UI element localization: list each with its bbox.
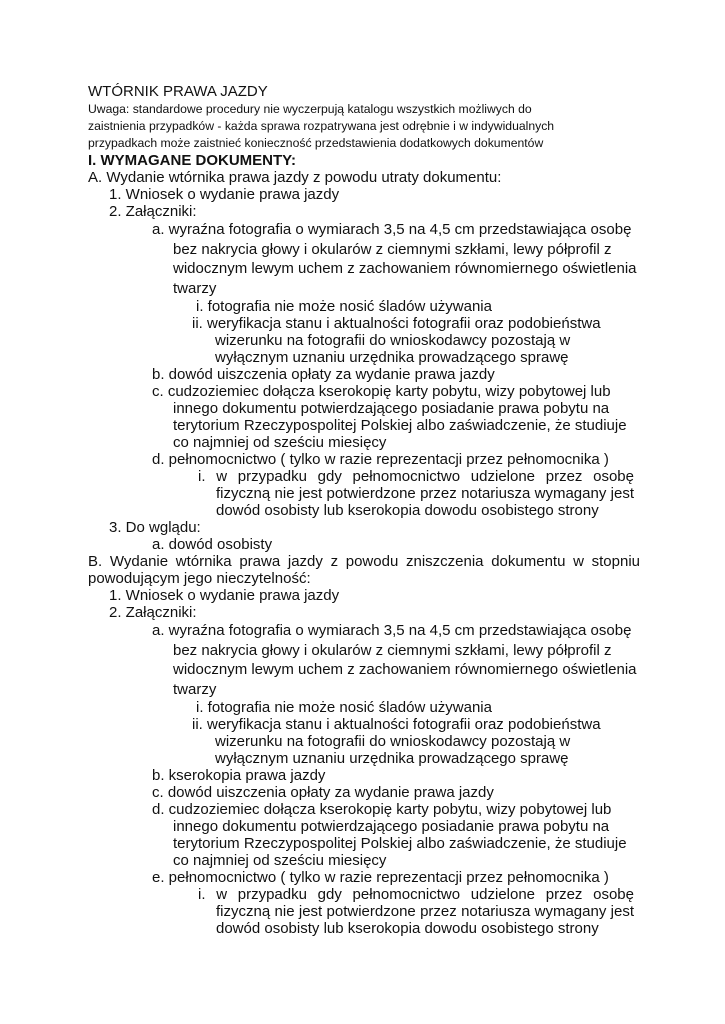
a-fee-item: b. dowód uiszczenia opłaty za wydanie prawa jazdy: [152, 366, 495, 383]
b-copy-item: b. kserokopia prawa jazdy: [152, 767, 326, 784]
section-a-heading: A. Wydanie wtórnika prawa jazdy z powodu utraty dokumentu:: [88, 169, 502, 186]
b-photo-sub-ii-1: ii. weryfikacja stanu i aktualności fotografii oraz podobieństwa: [192, 716, 601, 733]
b-photo-sub-ii-3: wyłącznym uznaniu urzędnika prowadzącego sprawę: [215, 750, 569, 767]
b-foreigner-line-4: co najmniej od sześciu miesięcy: [173, 852, 387, 869]
b-photo-line-3: widocznym lewym uchem z zachowaniem równomiernego oświetlenia: [173, 661, 637, 678]
b-photo-line-2: bez nakrycia głowy i okularów z ciemnymi szkłami, lewy półprofil z: [173, 641, 612, 659]
a-photo-line-1: a. wyraźna fotografia o wymiarach 3,5 na 4,5 cm przedstawiająca osobę: [152, 221, 632, 238]
note-line-3: przypadkach może zaistnieć konieczność przedstawienia dodatkowych dokumentów: [88, 136, 544, 150]
b-foreigner-line-2: innego dokumentu potwierdzającego posiadanie prawa pobytu na: [173, 818, 610, 835]
document-page: [88, 83, 640, 937]
b-item-1: 1. Wniosek o wydanie prawa jazdy: [109, 587, 340, 604]
b-photo-line-4: twarzy: [173, 680, 217, 698]
b-foreigner-line-1: d. cudzoziemiec dołącza kserokopię karty pobytu, wizy pobytowej lub: [152, 801, 612, 818]
a-foreigner-line-1: c. cudzoziemiec dołącza kserokopię karty pobytu, wizy pobytowej lub: [152, 383, 611, 400]
b-photo-line-1: a. wyraźna fotografia o wymiarach 3,5 na 4,5 cm przedstawiająca osobę: [152, 622, 632, 639]
note-line-2: zaistnienia przypadków - każda sprawa rozpatrywana jest odrębnie i w indywidualnych: [88, 119, 555, 133]
a-foreigner-line-3: terytorium Rzeczypospolitej Polskiej albo zaświadczenie, że studiuje: [173, 417, 627, 434]
a-proxy-sub-i-1: i. w przypadku gdy pełnomocnictwo udzielone przez osobę: [198, 468, 634, 485]
a-photo-sub-ii-3: wyłącznym uznaniu urzędnika prowadzącego sprawę: [215, 349, 569, 366]
section-b-heading-1: B. Wydanie wtórnika prawa jazdy z powodu zniszczenia dokumentu w stopniu: [88, 553, 640, 570]
a-photo-sub-i: i. fotografia nie może nosić śladów używania: [196, 298, 492, 315]
b-proxy-sub-i-2: fizyczną nie jest potwierdzone przez notariusza wymagany jest: [216, 903, 634, 920]
a-proxy-item: d. pełnomocnictwo ( tylko w razie reprezentacji przez pełnomocnika ): [152, 451, 609, 468]
a-id-item: a. dowód osobisty: [152, 536, 273, 553]
a-foreigner-line-4: co najmniej od sześciu miesięcy: [173, 434, 387, 451]
b-photo-sub-i: i. fotografia nie może nosić śladów używania: [196, 699, 492, 716]
a-proxy-sub-i-3: dowód osobisty lub kserokopia dowodu osobistego strony: [216, 502, 599, 519]
a-photo-sub-ii-2: wizerunku na fotografii do wnioskodawcy pozostają w: [215, 332, 571, 349]
a-photo-sub-ii-1: ii. weryfikacja stanu i aktualności fotografii oraz podobieństwa: [192, 315, 601, 332]
b-proxy-sub-i-3: dowód osobisty lub kserokopia dowodu osobistego strony: [216, 920, 599, 937]
a-photo-line-3: widocznym lewym uchem z zachowaniem równomiernego oświetlenia: [173, 260, 637, 277]
b-proxy-sub-i-1: i. w przypadku gdy pełnomocnictwo udzielone przez osobę: [198, 886, 634, 903]
b-foreigner-line-3: terytorium Rzeczypospolitej Polskiej albo zaświadczenie, że studiuje: [173, 835, 627, 852]
b-fee-item: c. dowód uiszczenia opłaty za wydanie prawa jazdy: [152, 784, 494, 801]
document-title: WTÓRNIK PRAWA JAZDY: [88, 83, 268, 100]
b-item-2: 2. Załączniki:: [109, 604, 197, 621]
a-photo-line-4: twarzy: [173, 279, 217, 297]
a-foreigner-line-2: innego dokumentu potwierdzającego posiadanie prawa pobytu na: [173, 400, 610, 417]
b-proxy-item: e. pełnomocnictwo ( tylko w razie reprezentacji przez pełnomocnika ): [152, 869, 609, 886]
a-item-3: 3. Do wglądu:: [109, 519, 201, 536]
a-photo-line-2: bez nakrycia głowy i okularów z ciemnymi szkłami, lewy półprofil z: [173, 240, 612, 258]
section-heading: I. WYMAGANE DOKUMENTY:: [88, 152, 297, 169]
b-photo-sub-ii-2: wizerunku na fotografii do wnioskodawcy pozostają w: [215, 733, 571, 750]
a-proxy-sub-i-2: fizyczną nie jest potwierdzone przez notariusza wymagany jest: [216, 485, 634, 502]
section-b-heading-2: powodującym jego nieczytelność:: [88, 570, 311, 587]
note-line-1: Uwaga: standardowe procedury nie wyczerpują katalogu wszystkich możliwych do: [88, 102, 532, 116]
a-item-2: 2. Załączniki:: [109, 203, 197, 220]
a-item-1: 1. Wniosek o wydanie prawa jazdy: [109, 186, 340, 203]
